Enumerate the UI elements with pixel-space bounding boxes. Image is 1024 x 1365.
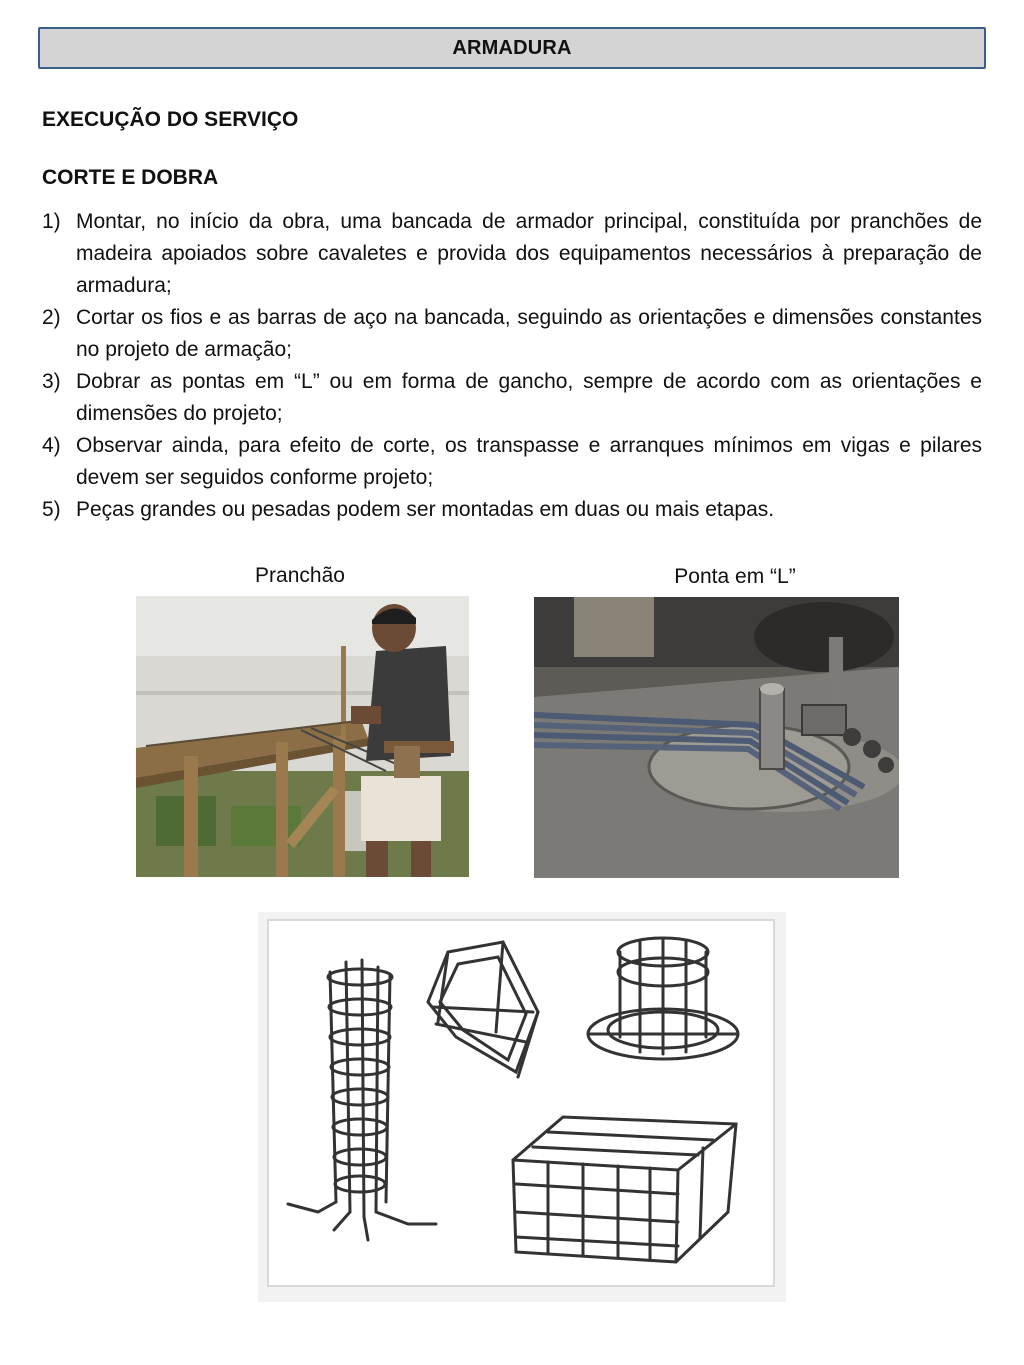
step-number: 2) (42, 306, 61, 329)
page-header (38, 27, 986, 69)
step-item (42, 366, 982, 430)
step-text: Dobrar as pontas em “L” ou em forma de gancho, sempre de acordo com as orientações e dimensões do projeto; (76, 370, 982, 425)
step-item (42, 494, 982, 526)
step-text: Peças grandes ou pesadas podem ser montadas em duas ou mais etapas. (76, 498, 775, 521)
caption-l-bend: Ponta em “L” (674, 565, 796, 588)
step-text: Observar ainda, para efeito de corte, os transpasse e arranques mínimos em vigas e pilares devem ser seguidos conforme projeto; (76, 434, 982, 489)
step-text: Cortar os fios e as barras de aço na bancada, seguindo as orientações e dimensões constantes no projeto de armação; (76, 306, 982, 361)
caption-workbench: Pranchão (255, 564, 345, 587)
step-number: 3) (42, 370, 61, 393)
bending-machine-photo (534, 597, 899, 878)
step-number: 4) (42, 434, 61, 457)
section-title-cut-bend: CORTE E DOBRA (42, 166, 219, 189)
step-number: 1) (42, 210, 61, 233)
step-item (42, 430, 982, 494)
step-number: 5) (42, 498, 61, 521)
steps-list (42, 206, 982, 526)
step-text: Montar, no início da obra, uma bancada de armador principal, constituída por pranchões de madeira apoiados sobre cavaletes e provida dos equipamentos necessários à preparação de armadura; (76, 210, 982, 297)
step-item (42, 302, 982, 366)
section-title-execution: EXECUÇÃO DO SERVIÇO (42, 108, 299, 131)
rebar-cages-diagram (258, 912, 786, 1302)
page-title: ARMADURA (452, 36, 572, 59)
workbench-photo (136, 596, 469, 877)
step-item (42, 206, 982, 302)
